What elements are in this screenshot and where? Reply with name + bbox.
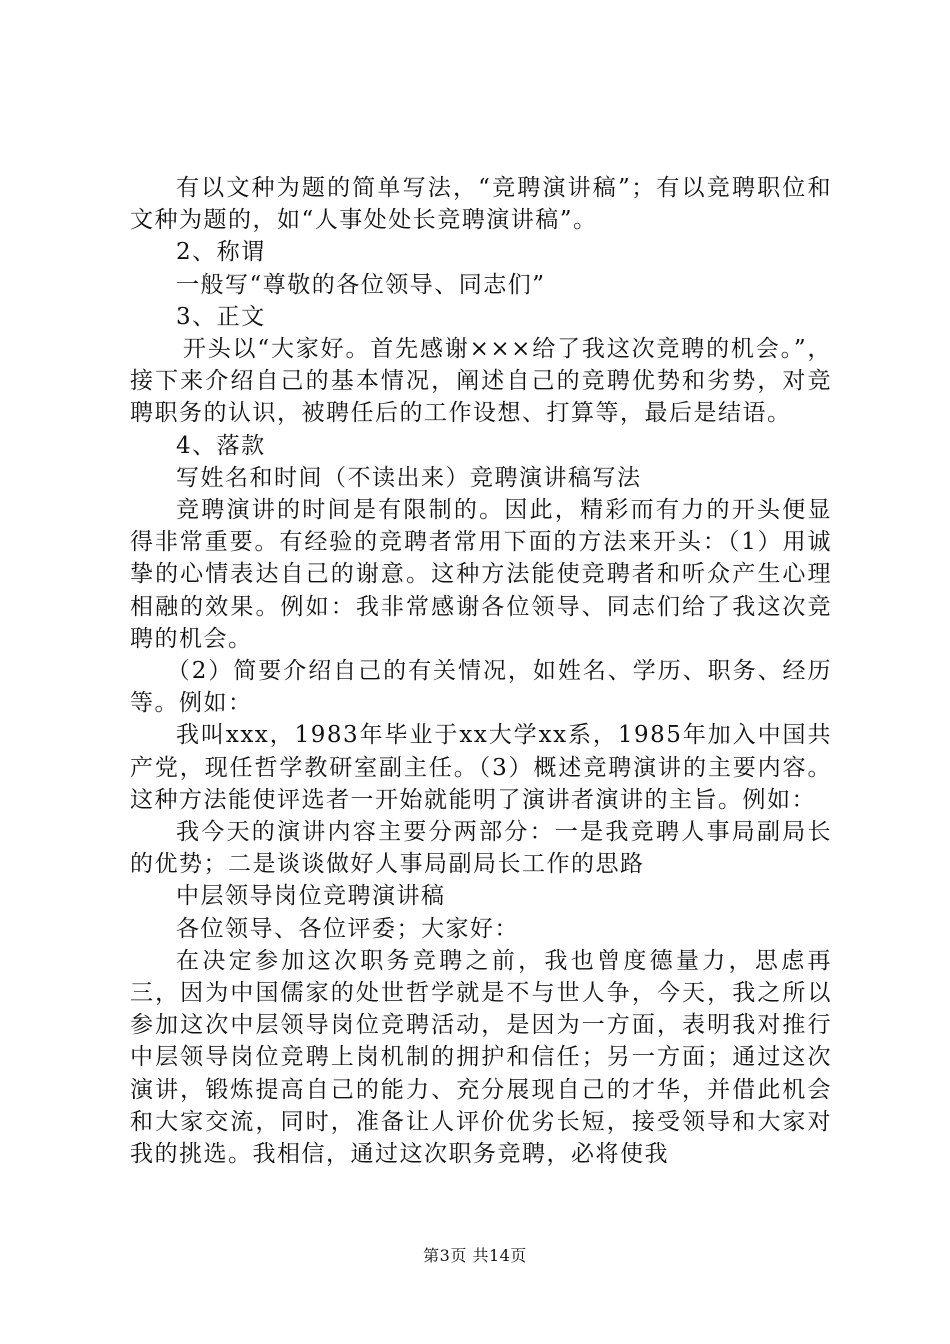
paragraph-method-2: （2）简要介绍自己的有关情况，如姓名、学历、职务、经历等。例如： — [130, 658, 832, 717]
paragraph-title-forms: 有以文种为题的简单写法，“竞聘演讲稿”；有以竞聘职位和文种为题的，如“人事处处长竞聘演讲稿”。 — [130, 175, 832, 234]
heading-speech-title: 中层领导岗位竞聘演讲稿 — [176, 883, 446, 910]
paragraph-greeting: 各位领导、各位评委；大家好： — [176, 915, 519, 942]
heading-signature: 4、落款 — [176, 432, 266, 459]
paragraph-example-intro: 我叫xxx，1983年毕业于xx大学xx系，1985年加入中国共产党，现任哲学教研室副主任。（3）概述竞聘演讲的主要内容。这种方法能使评选者一开始就能明了演讲者演讲的主旨。例如： — [130, 722, 832, 813]
page-number-footer: 第3页 共14页 — [423, 1246, 527, 1265]
paragraph-body-text: 开头以“大家好。首先感谢×××给了我这次竞聘的机会。”，接下来介绍自己的基本情况，阐述自己的竞聘优势和劣势，对竞聘职务的认识，被聘任后的工作设想、打算等，最后是结语。 — [130, 336, 832, 427]
paragraph-speech-opening: 在决定参加这次职务竞聘之前，我也曾度德量力，思虑再三，因为中国儒家的处世哲学就是不与世人争，今天，我之所以参加这次中层领导岗位竞聘活动，是因为一方面，表明我对推行中层领导岗位竞聘上岗机制的拥护和信任；另一方面；通过这次演讲，锻炼提高自己的能力、充分展现自己的才华，并借此机会和大家交流，同时，准备让人评价优劣长短，接受领导和大家对我的挑选。我相信，通过这次职务竞聘，必将使我 — [130, 947, 832, 1168]
paragraph-signature: 写姓名和时间（不读出来）竞聘演讲稿写法 — [176, 464, 642, 491]
document-body — [130, 172, 832, 1170]
paragraph-opening-methods: 竞聘演讲的时间是有限制的。因此，精彩而有力的开头便显得非常重要。有经验的竞聘者常用下面的方法来开头：（1）用诚挚的心情表达自己的谢意。这种方法能使竞聘者和听众产生心理相融的效果。例如：我非常感谢各位领导、同志们给了我这次竞聘的机会。 — [130, 497, 832, 652]
heading-salutation: 2、称谓 — [176, 239, 266, 266]
heading-body-text: 3、正文 — [176, 303, 266, 330]
paragraph-salutation: 一般写“尊敬的各位领导、同志们” — [176, 271, 546, 298]
paragraph-example-content: 我今天的演讲内容主要分两部分：一是我竞聘人事局副局长的优势；二是谈谈做好人事局副局长工作的思路 — [130, 819, 832, 878]
